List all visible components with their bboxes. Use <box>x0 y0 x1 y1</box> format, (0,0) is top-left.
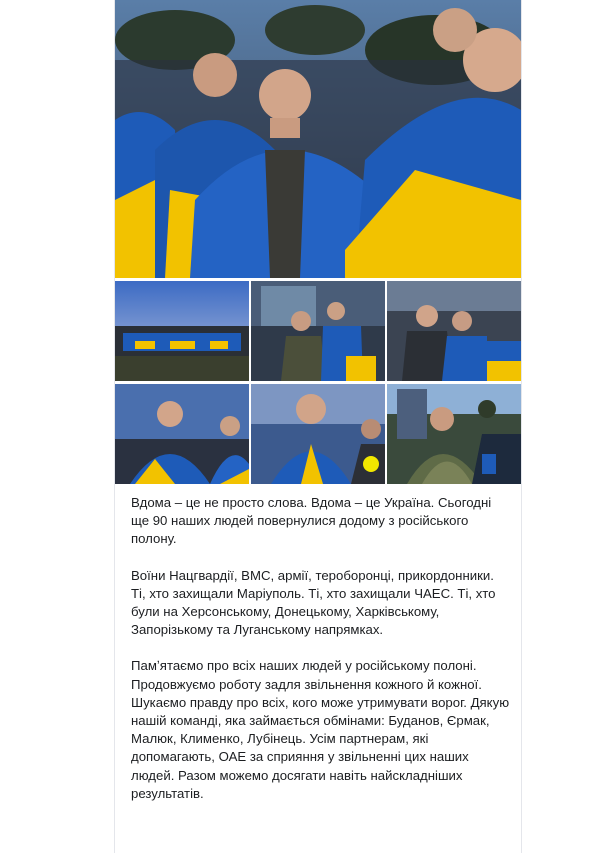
post-card <box>114 0 522 853</box>
thumb-3[interactable] <box>387 281 521 381</box>
thumb-2[interactable] <box>251 281 385 381</box>
embrace-photo-icon <box>387 281 521 381</box>
bus-arrival-photo-icon <box>251 281 385 381</box>
caption-paragraph-2: Воїни Нацгвардії, ВМС, армії, тероборонці, прикордонники. Ті, хто захищали Маріуполь. Ті, хто захищали ЧАЕС. Ті, хто були на Херсонському, Донецькому, Харківському, Запорізькому та Луганському напрямках. <box>131 567 496 638</box>
soldiers-with-flags-photo-icon <box>115 0 521 278</box>
men-in-flags-photo-icon <box>115 384 249 484</box>
group-at-dusk-photo-icon <box>115 281 249 381</box>
thumb-6[interactable] <box>387 384 521 484</box>
thumb-5[interactable] <box>251 384 385 484</box>
interview-photo-icon <box>251 384 385 484</box>
caption-paragraph-1: Вдома – це не просто слова. Вдома – це Україна. Сьогодні ще 90 наших людей повернулися додому з російського полону. <box>131 495 492 547</box>
thumb-1[interactable] <box>115 281 249 381</box>
main-photo[interactable] <box>115 0 521 278</box>
hug-photo-icon <box>387 384 521 484</box>
caption-paragraph-3: Памʼятаємо про всіх наших людей у російському полоні. Продовжуємо роботу задля звільнення кожного й кожної. Шукаємо правду про всіх, кого може утримувати ворог. Дякую нашій команді, яка займається обмінами: Буданов, Єрмак, Малюк, Клименко, Лубінець. Усім партнерам, які допомагають, ОАЕ за сприяння у звільненні цих наших людей. Разом можемо досягати навіть найскладніших результатів. <box>131 658 510 801</box>
post-caption <box>131 494 511 803</box>
thumb-4[interactable] <box>115 384 249 484</box>
